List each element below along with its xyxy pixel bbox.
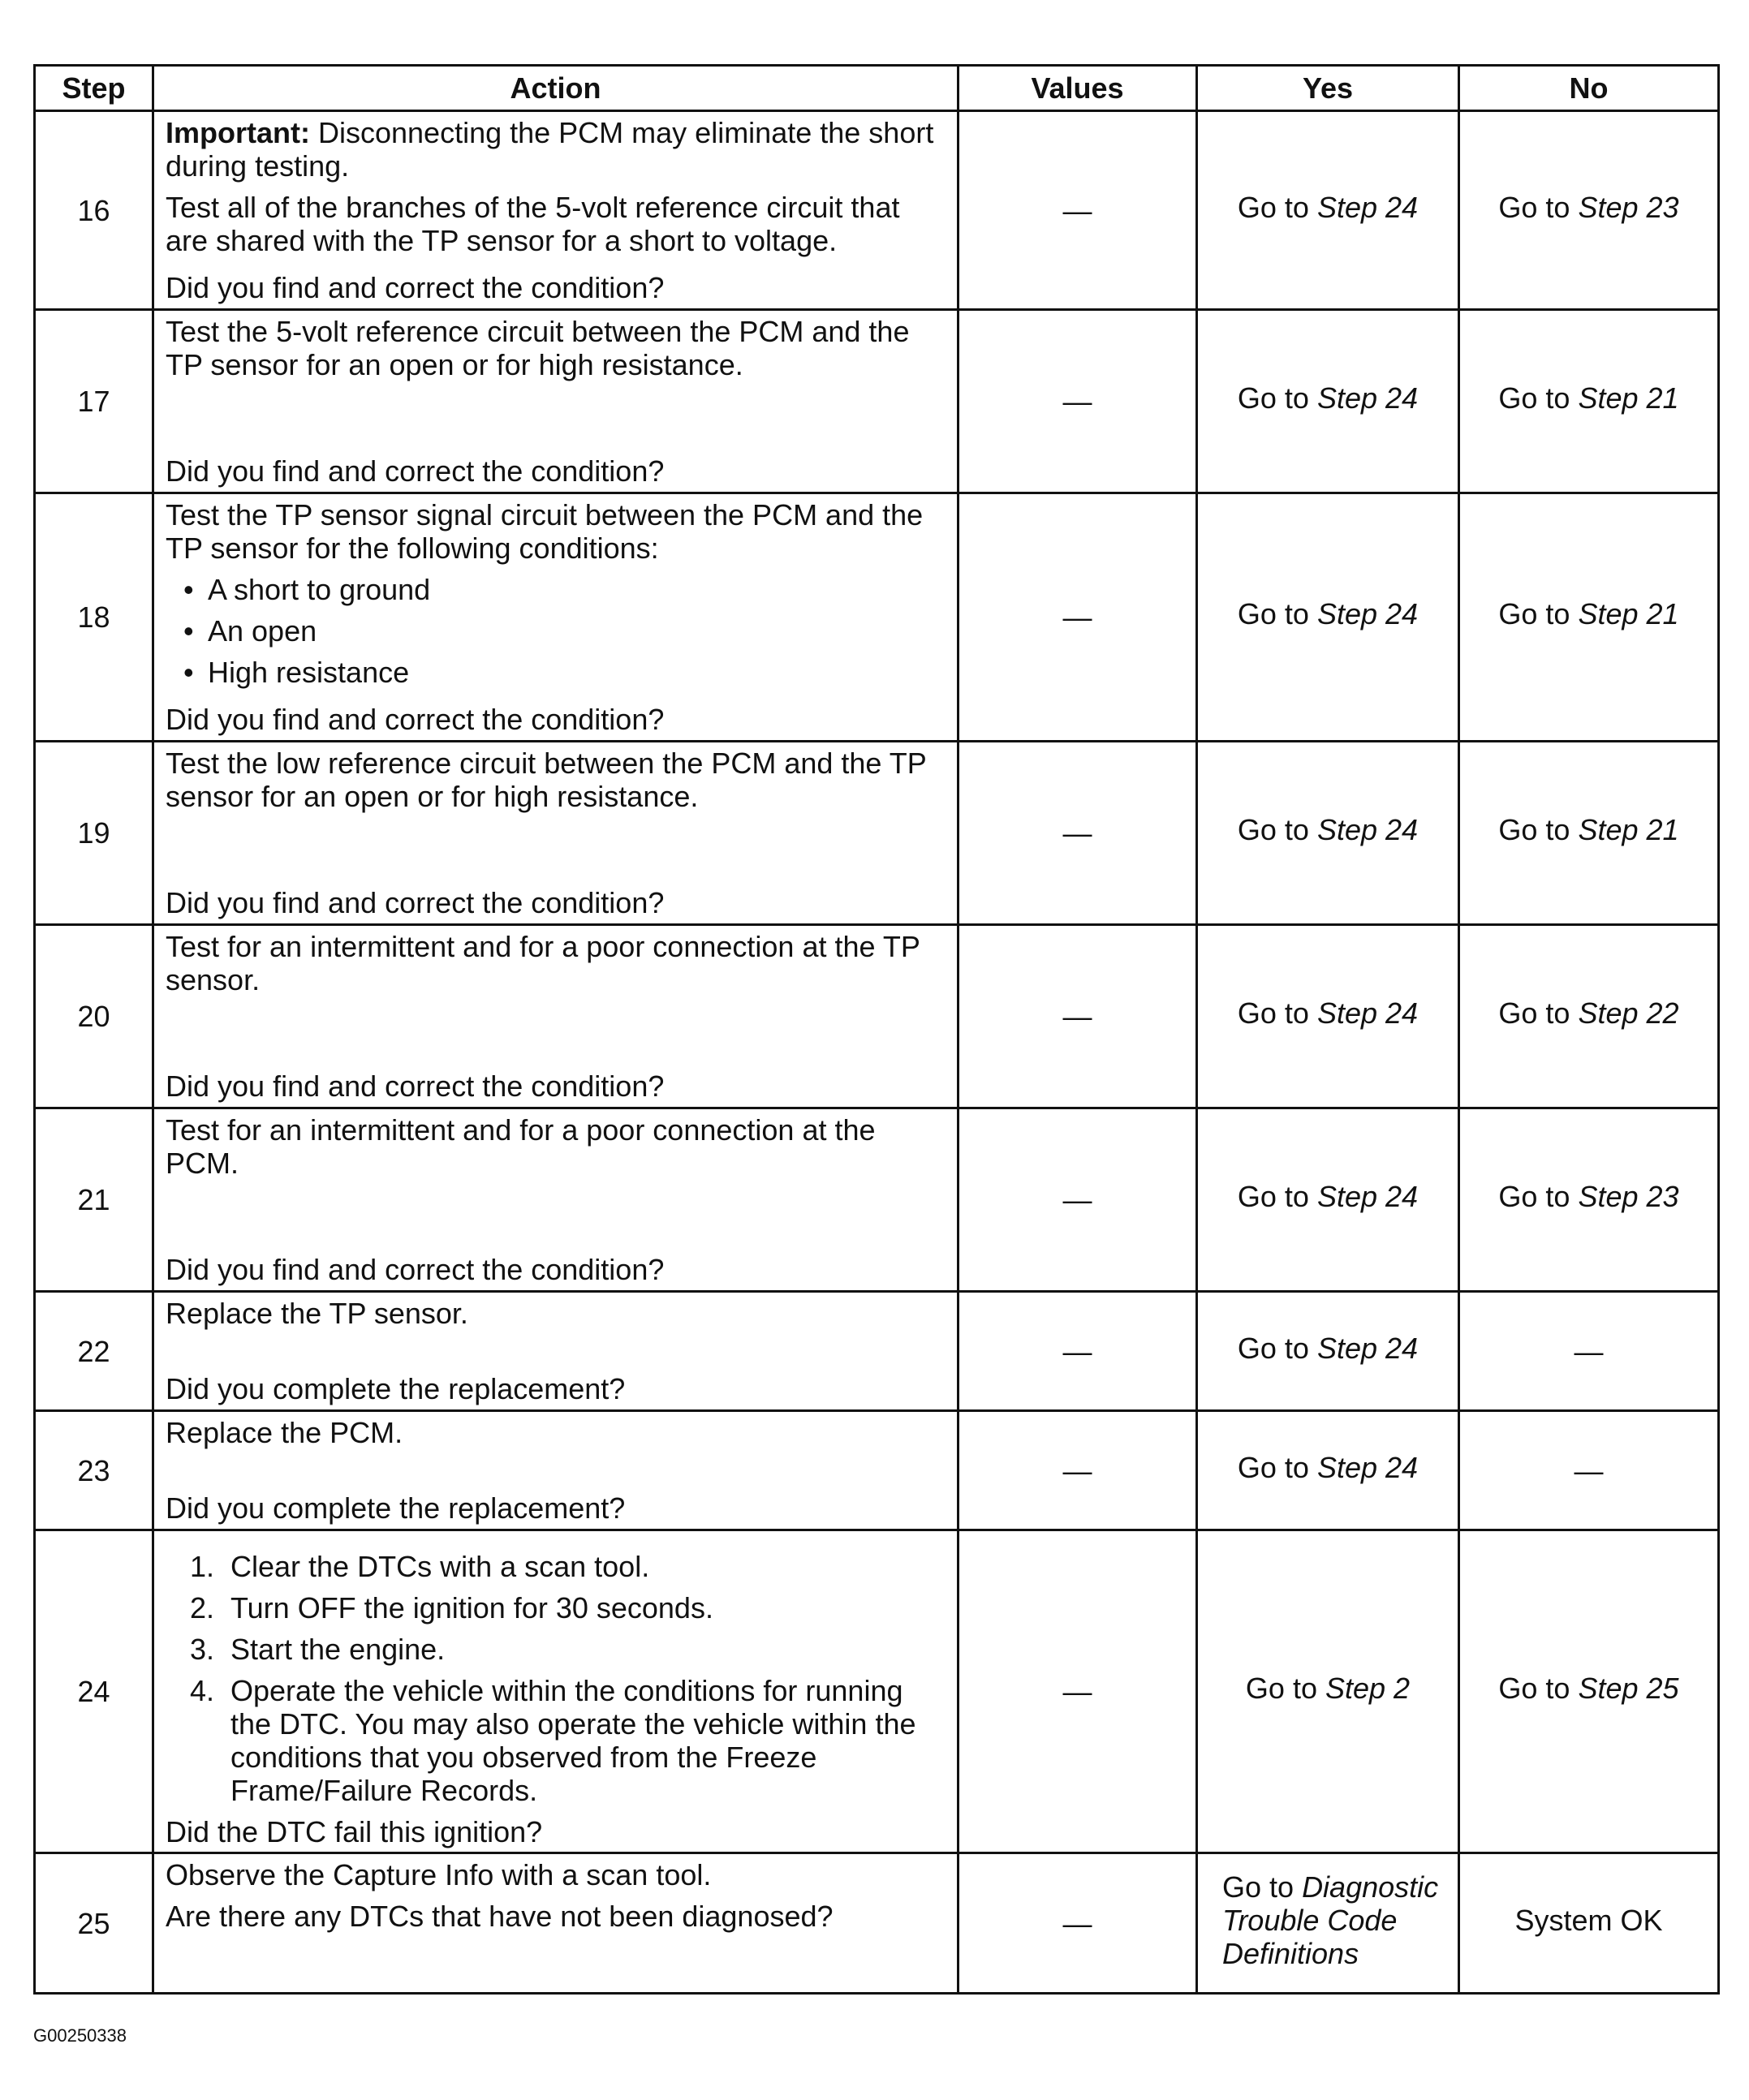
important-text: Disconnecting the PCM may eliminate the short during testing. (166, 116, 934, 183)
list-item-text: High resistance (208, 656, 410, 689)
no-prefix: Go to (1498, 597, 1579, 630)
no-cell: — (1459, 1292, 1719, 1411)
action-question: Did you find and correct the condition? (166, 886, 665, 919)
yes-cell (1197, 310, 1459, 493)
no-step-link[interactable]: Step 21 (1578, 597, 1679, 630)
yes-cell (1197, 1411, 1459, 1530)
action-text: Test for an intermittent and for a poor connection at the TP sensor. (166, 930, 920, 996)
yes-step-link[interactable]: Step 2 (1325, 1672, 1411, 1705)
table-row (35, 111, 1719, 310)
list-item (190, 1550, 946, 1583)
values-cell: — (959, 925, 1197, 1108)
bullet: • (183, 573, 194, 606)
table-row (35, 742, 1719, 925)
values-cell: — (959, 310, 1197, 493)
yes-prefix: Go to (1237, 1180, 1317, 1213)
action-question: Did you complete the replacement? (166, 1372, 626, 1405)
step-number: 18 (35, 493, 153, 742)
table-row (35, 1530, 1719, 1853)
yes-step-link[interactable]: Step 24 (1316, 1331, 1419, 1365)
step-number: 25 (35, 1853, 153, 1994)
list-item (190, 1591, 946, 1624)
no-prefix: Go to (1498, 996, 1579, 1030)
figure-id: G00250338 (33, 2025, 127, 2046)
yes-cell (1197, 1853, 1459, 1994)
action-question: Did the DTC fail this ignition? (166, 1815, 543, 1848)
list-item-text: Operate the vehicle within the conditions for running the DTC. You may also operate the vehicle within the conditions that you observed from the Freeze Frame/Failure Records. (230, 1674, 916, 1807)
important-label: Important: (166, 116, 310, 149)
condition-list (166, 573, 946, 689)
table-row (35, 493, 1719, 742)
action-text: Test the low reference circuit between the PCM and the TP sensor for an open or for high resistance. (166, 747, 927, 813)
action-cell (153, 310, 959, 493)
yes-step-link[interactable]: Step 24 (1316, 1180, 1419, 1213)
header-row (35, 66, 1719, 111)
no-cell (1459, 1530, 1719, 1853)
action-cell (153, 1108, 959, 1292)
action-question: Did you find and correct the condition? (166, 1253, 665, 1286)
yes-cell (1197, 925, 1459, 1108)
no-step-link[interactable]: Step 25 (1578, 1672, 1679, 1705)
step-index: 1. (190, 1550, 215, 1583)
action-question: Are there any DTCs that have not been diagnosed? (166, 1900, 834, 1933)
header-action: Action (153, 66, 959, 111)
step-number: 17 (35, 310, 153, 493)
table-row (35, 925, 1719, 1108)
yes-step-link[interactable]: Step 24 (1316, 996, 1419, 1030)
no-step-link[interactable]: Step 21 (1578, 381, 1679, 415)
action-cell (153, 493, 959, 742)
header-no: No (1459, 66, 1719, 111)
no-cell: System OK (1459, 1853, 1719, 1994)
no-cell (1459, 111, 1719, 310)
yes-cell (1197, 742, 1459, 925)
no-step-link[interactable]: Step 23 (1578, 1180, 1679, 1213)
list-item (183, 656, 946, 689)
important-note (166, 116, 946, 183)
yes-step-link[interactable]: Step 24 (1316, 597, 1419, 630)
action-text: Test the TP sensor signal circuit between the PCM and the TP sensor for the following conditions: (166, 498, 924, 565)
no-prefix: Go to (1498, 813, 1579, 846)
values-cell: — (959, 493, 1197, 742)
step-number: 21 (35, 1108, 153, 1292)
step-number: 16 (35, 111, 153, 310)
yes-prefix: Go to (1237, 597, 1317, 630)
yes-prefix: Go to (1237, 190, 1317, 224)
list-item (190, 1674, 946, 1807)
action-cell (153, 1530, 959, 1853)
yes-dtc-definitions-link-line2[interactable]: Trouble Code (1222, 1904, 1398, 1937)
values-cell: — (959, 1530, 1197, 1853)
step-index: 4. (190, 1674, 215, 1707)
header-yes: Yes (1197, 66, 1459, 111)
list-item-text: Start the engine. (230, 1633, 446, 1666)
action-question: Did you find and correct the condition? (166, 1069, 665, 1103)
yes-prefix: Go to (1237, 1331, 1317, 1365)
table-row (35, 1853, 1719, 1994)
list-item-text: Turn OFF the ignition for 30 seconds. (230, 1591, 713, 1624)
action-text: Test for an intermittent and for a poor connection at the PCM. (166, 1113, 876, 1180)
yes-prefix: Go to (1222, 1870, 1303, 1904)
action-text: Observe the Capture Info with a scan tool. (166, 1858, 712, 1891)
list-item-text: An open (208, 614, 317, 648)
no-prefix: Go to (1498, 1672, 1579, 1705)
yes-prefix: Go to (1237, 1450, 1317, 1484)
step-index: 2. (190, 1591, 215, 1624)
yes-step-link[interactable]: Step 24 (1316, 190, 1419, 224)
table-row (35, 310, 1719, 493)
yes-cell (1197, 1292, 1459, 1411)
yes-step-link[interactable]: Step 24 (1316, 1450, 1419, 1484)
no-cell (1459, 310, 1719, 493)
values-cell: — (959, 1853, 1197, 1994)
action-cell (153, 1411, 959, 1530)
yes-prefix: Go to (1245, 1672, 1325, 1705)
action-question: Did you find and correct the condition? (166, 703, 665, 736)
list-item (183, 573, 946, 606)
action-question: Did you complete the replacement? (166, 1491, 626, 1525)
yes-cell (1197, 1530, 1459, 1853)
yes-cell (1197, 493, 1459, 742)
action-question: Did you find and correct the condition? (166, 271, 665, 304)
values-cell: — (959, 1292, 1197, 1411)
step-number: 20 (35, 925, 153, 1108)
header-values: Values (959, 66, 1197, 111)
bullet: • (183, 614, 194, 648)
action-cell (153, 1853, 959, 1994)
no-step-link[interactable]: Step 21 (1578, 813, 1679, 846)
yes-step-link[interactable]: Step 24 (1316, 813, 1419, 846)
table-row (35, 1411, 1719, 1530)
action-cell (153, 1292, 959, 1411)
list-item (183, 614, 946, 648)
no-step-link[interactable]: Step 22 (1578, 996, 1679, 1030)
list-item-text: A short to ground (208, 573, 431, 606)
action-text: Replace the TP sensor. (166, 1297, 468, 1330)
yes-dtc-definitions-link-line3[interactable]: Definitions (1222, 1937, 1359, 1970)
no-step-link[interactable]: Step 23 (1578, 190, 1679, 224)
yes-prefix: Go to (1237, 813, 1317, 846)
action-question: Did you find and correct the condition? (166, 454, 665, 488)
no-cell (1459, 742, 1719, 925)
no-cell (1459, 1108, 1719, 1292)
values-cell: — (959, 1411, 1197, 1530)
step-number: 19 (35, 742, 153, 925)
yes-dtc-definitions-link[interactable]: Diagnostic (1302, 1870, 1439, 1904)
values-cell: — (959, 1108, 1197, 1292)
step-index: 3. (190, 1633, 215, 1666)
values-cell: — (959, 742, 1197, 925)
yes-prefix: Go to (1237, 381, 1317, 415)
action-text: Test all of the branches of the 5-volt reference circuit that are shared with the TP sensor for a short to voltage. (166, 191, 900, 257)
list-item (190, 1633, 946, 1666)
action-text: Test the 5-volt reference circuit between the PCM and the TP sensor for an open or for high resistance. (166, 315, 910, 381)
no-prefix: Go to (1498, 381, 1579, 415)
no-cell (1459, 493, 1719, 742)
header-step: Step (35, 66, 153, 111)
action-cell (153, 111, 959, 310)
no-cell: — (1459, 1411, 1719, 1530)
diagnostic-table (33, 64, 1720, 1995)
action-cell (153, 742, 959, 925)
bullet: • (183, 656, 194, 689)
step-number: 23 (35, 1411, 153, 1530)
procedure-list (166, 1550, 946, 1807)
step-number: 24 (35, 1530, 153, 1853)
yes-cell (1197, 111, 1459, 310)
table-row (35, 1108, 1719, 1292)
no-cell (1459, 925, 1719, 1108)
yes-prefix: Go to (1237, 996, 1317, 1030)
action-cell (153, 925, 959, 1108)
table-row (35, 1292, 1719, 1411)
values-cell: — (959, 111, 1197, 310)
yes-step-link[interactable]: Step 24 (1316, 381, 1419, 415)
no-prefix: Go to (1498, 190, 1579, 224)
list-item-text: Clear the DTCs with a scan tool. (230, 1550, 650, 1583)
no-prefix: Go to (1498, 1180, 1579, 1213)
yes-cell (1197, 1108, 1459, 1292)
action-text: Replace the PCM. (166, 1416, 403, 1449)
step-number: 22 (35, 1292, 153, 1411)
